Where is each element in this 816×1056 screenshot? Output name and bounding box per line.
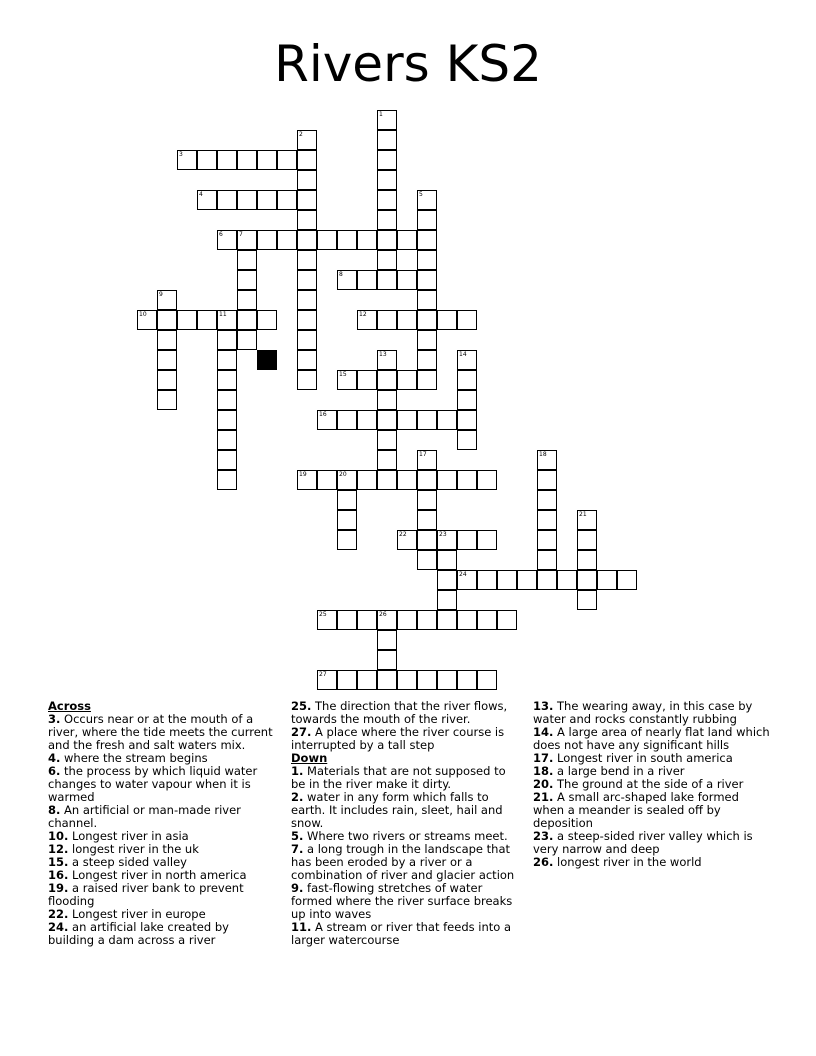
grid-cell[interactable] (397, 670, 417, 690)
grid-cell[interactable] (517, 570, 537, 590)
grid-cell[interactable] (217, 230, 237, 250)
black-square (257, 350, 277, 370)
grid-cell[interactable] (497, 610, 517, 630)
grid-cell[interactable] (537, 510, 557, 530)
grid-cell[interactable] (237, 290, 257, 310)
section-heading: Down (291, 751, 328, 765)
grid-cell[interactable] (377, 630, 397, 650)
grid-cell[interactable] (217, 190, 237, 210)
clue-label: 7. (291, 842, 304, 856)
clue-text: 18. a large bend in a river (533, 764, 685, 778)
grid-cell[interactable] (317, 470, 337, 490)
grid-cell[interactable] (237, 330, 257, 350)
grid-cell[interactable] (217, 310, 237, 330)
grid-cell[interactable] (377, 350, 397, 370)
grid-cell[interactable] (617, 570, 637, 590)
clue-label: 11. (291, 920, 312, 934)
grid-cell[interactable] (257, 230, 277, 250)
grid-cell[interactable] (237, 150, 257, 170)
grid-cell[interactable] (297, 250, 317, 270)
clue-text: 5. Where two rivers or streams meet. (291, 829, 508, 843)
grid-cell[interactable] (417, 190, 437, 210)
grid-cell[interactable] (577, 570, 597, 590)
clue-number: 17 (419, 451, 427, 458)
grid-cell[interactable] (417, 350, 437, 370)
clue-number: 27 (319, 671, 327, 678)
grid-cell[interactable] (357, 230, 377, 250)
grid-cell[interactable] (377, 170, 397, 190)
grid-cell[interactable] (577, 530, 597, 550)
grid-cell[interactable] (457, 310, 477, 330)
clue-label: 6. (48, 764, 61, 778)
grid-cell[interactable] (377, 270, 397, 290)
grid-cell[interactable] (237, 190, 257, 210)
clue-number: 23 (439, 531, 447, 538)
clue-text: 2. water in any form which falls to earth. It includes rain, sleet, hail and snow. (291, 790, 503, 830)
grid-cell[interactable] (417, 530, 437, 550)
grid-cell[interactable] (377, 470, 397, 490)
grid-cell[interactable] (157, 310, 177, 330)
grid-cell[interactable] (437, 570, 457, 590)
grid-cell[interactable] (337, 610, 357, 630)
clue-text: 14. A large area of nearly flat land which does not have any significant hills (533, 725, 770, 752)
clue-number: 14 (459, 351, 467, 358)
grid-cell[interactable] (417, 470, 437, 490)
clue-label: 19. (48, 881, 69, 895)
clue-text: 7. a long trough in the landscape that has been eroded by a river or a combination of river and glacier action (291, 842, 515, 882)
grid-cell[interactable] (337, 470, 357, 490)
grid-cell[interactable] (397, 230, 417, 250)
grid-cell[interactable] (577, 510, 597, 530)
grid-cell[interactable] (157, 350, 177, 370)
clue-text: 23. a steep-sided river valley which is very narrow and deep (533, 829, 753, 856)
grid-cell[interactable] (477, 530, 497, 550)
grid-cell[interactable] (417, 230, 437, 250)
clue-column-2 (291, 700, 519, 947)
grid-cell[interactable] (337, 670, 357, 690)
grid-cell[interactable] (537, 470, 557, 490)
grid-cell[interactable] (237, 250, 257, 270)
grid-cell[interactable] (377, 230, 397, 250)
grid-cell[interactable] (257, 190, 277, 210)
grid-cell[interactable] (417, 670, 437, 690)
clue-label: 8. (48, 803, 61, 817)
clue-label: 25. (291, 699, 312, 713)
grid-cell[interactable] (437, 530, 457, 550)
grid-cell[interactable] (417, 610, 437, 630)
grid-cell[interactable] (317, 230, 337, 250)
clue-label: 12. (48, 842, 69, 856)
section-heading: Across (48, 699, 91, 713)
grid-cell[interactable] (217, 470, 237, 490)
grid-cell[interactable] (417, 510, 437, 530)
grid-cell[interactable] (417, 450, 437, 470)
grid-cell[interactable] (457, 670, 477, 690)
grid-cell[interactable] (297, 130, 317, 150)
clue-label: 27. (291, 725, 312, 739)
grid-cell[interactable] (417, 410, 437, 430)
clue-label: 26. (533, 855, 554, 869)
grid-cell[interactable] (337, 510, 357, 530)
grid-cell[interactable] (377, 310, 397, 330)
clue-number: 26 (379, 611, 387, 618)
clue-label: 16. (48, 868, 69, 882)
clue-number: 6 (219, 231, 223, 238)
grid-cell[interactable] (157, 290, 177, 310)
grid-cell[interactable] (397, 410, 417, 430)
grid-cell[interactable] (217, 390, 237, 410)
grid-cell[interactable] (397, 310, 417, 330)
grid-cell[interactable] (457, 430, 477, 450)
grid-cell[interactable] (377, 410, 397, 430)
clue-label: 23. (533, 829, 554, 843)
grid-cell[interactable] (297, 230, 317, 250)
grid-cell[interactable] (537, 570, 557, 590)
grid-cell[interactable] (537, 450, 557, 470)
grid-cell[interactable] (317, 410, 337, 430)
grid-cell[interactable] (177, 310, 197, 330)
clue-label: 22. (48, 907, 69, 921)
grid-cell[interactable] (217, 330, 237, 350)
grid-cell[interactable] (457, 410, 477, 430)
grid-cell[interactable] (377, 670, 397, 690)
grid-cell[interactable] (297, 270, 317, 290)
grid-cell[interactable] (577, 590, 597, 610)
grid-cell[interactable] (437, 670, 457, 690)
grid-cell[interactable] (217, 410, 237, 430)
grid-cell[interactable] (397, 530, 417, 550)
grid-cell[interactable] (257, 310, 277, 330)
clue-number: 10 (139, 311, 147, 318)
clue-number: 4 (199, 191, 203, 198)
grid-cell[interactable] (317, 670, 337, 690)
grid-cell[interactable] (197, 310, 217, 330)
clue-label: 17. (533, 751, 554, 765)
grid-cell[interactable] (277, 150, 297, 170)
grid-cell[interactable] (457, 370, 477, 390)
grid-cell[interactable] (277, 190, 297, 210)
clue-label: 2. (291, 790, 304, 804)
grid-cell[interactable] (577, 550, 597, 570)
grid-cell[interactable] (277, 230, 297, 250)
grid-cell[interactable] (137, 310, 157, 330)
grid-cell[interactable] (157, 390, 177, 410)
grid-cell[interactable] (257, 150, 277, 170)
grid-cell[interactable] (397, 470, 417, 490)
clue-number: 18 (539, 451, 547, 458)
grid-cell[interactable] (457, 530, 477, 550)
clue-label: 24. (48, 920, 69, 934)
grid-cell[interactable] (297, 350, 317, 370)
grid-cell[interactable] (537, 550, 557, 570)
clue-label: 21. (533, 790, 554, 804)
clue-number: 22 (399, 531, 407, 538)
grid-cell[interactable] (297, 330, 317, 350)
grid-cell[interactable] (377, 430, 397, 450)
grid-cell[interactable] (417, 290, 437, 310)
grid-cell[interactable] (237, 310, 257, 330)
grid-cell[interactable] (537, 530, 557, 550)
grid-cell[interactable] (417, 370, 437, 390)
clue-text: 21. A small arc-shaped lake formed when a meander is sealed off by deposition (533, 790, 739, 830)
puzzle-title: Rivers KS2 (274, 35, 542, 93)
grid-cell[interactable] (297, 210, 317, 230)
grid-cell[interactable] (477, 670, 497, 690)
clue-column-3 (533, 700, 773, 869)
grid-cell[interactable] (377, 150, 397, 170)
grid-cell[interactable] (457, 570, 477, 590)
grid-cell[interactable] (337, 490, 357, 510)
grid-cell[interactable] (537, 490, 557, 510)
grid-cell[interactable] (337, 530, 357, 550)
grid-cell[interactable] (397, 370, 417, 390)
grid-cell[interactable] (297, 290, 317, 310)
grid-cell[interactable] (217, 350, 237, 370)
grid-cell[interactable] (497, 570, 517, 590)
grid-cell[interactable] (377, 130, 397, 150)
grid-cell[interactable] (297, 470, 317, 490)
clue-text: 12. longest river in the uk (48, 842, 199, 856)
clue-label: 20. (533, 777, 554, 791)
clue-number: 8 (339, 271, 343, 278)
clue-number: 20 (339, 471, 347, 478)
clue-text: 17. Longest river in south america (533, 751, 733, 765)
clue-number: 2 (299, 131, 303, 138)
grid-cell[interactable] (337, 230, 357, 250)
grid-cell[interactable] (377, 650, 397, 670)
grid-cell[interactable] (377, 450, 397, 470)
grid-cell[interactable] (437, 310, 457, 330)
grid-cell[interactable] (437, 410, 457, 430)
grid-cell[interactable] (477, 610, 497, 630)
clue-text: 9. fast-flowing stretches of water formed where the river surface breaks up into waves (291, 881, 513, 921)
grid-cell[interactable] (417, 550, 437, 570)
grid-cell[interactable] (217, 150, 237, 170)
grid-cell[interactable] (417, 250, 437, 270)
grid-cell[interactable] (337, 270, 357, 290)
clue-number: 19 (299, 471, 307, 478)
clue-text: 26. longest river in the world (533, 855, 702, 869)
grid-cell[interactable] (297, 190, 317, 210)
clue-number: 5 (419, 191, 423, 198)
grid-cell[interactable] (457, 390, 477, 410)
grid-cell[interactable] (357, 410, 377, 430)
grid-cell[interactable] (357, 670, 377, 690)
clue-number: 24 (459, 571, 467, 578)
clue-number: 12 (359, 311, 367, 318)
clue-text: 10. Longest river in asia (48, 829, 189, 843)
grid-cell[interactable] (397, 270, 417, 290)
grid-cell[interactable] (237, 270, 257, 290)
grid-cell[interactable] (177, 150, 197, 170)
clue-label: 5. (291, 829, 304, 843)
grid-cell[interactable] (337, 370, 357, 390)
clue-number: 15 (339, 371, 347, 378)
clue-label: 15. (48, 855, 69, 869)
grid-cell[interactable] (217, 370, 237, 390)
grid-cell[interactable] (377, 210, 397, 230)
grid-cell[interactable] (297, 170, 317, 190)
clue-text: 11. A stream or river that feeds into a larger watercourse (291, 920, 512, 947)
grid-cell[interactable] (377, 370, 397, 390)
grid-cell[interactable] (377, 390, 397, 410)
grid-cell[interactable] (457, 610, 477, 630)
grid-cell[interactable] (217, 430, 237, 450)
clue-text: 16. Longest river in north america (48, 868, 247, 882)
grid-cell[interactable] (417, 330, 437, 350)
grid-cell[interactable] (197, 190, 217, 210)
grid-cell[interactable] (417, 270, 437, 290)
clue-number: 16 (319, 411, 327, 418)
grid-cell[interactable] (357, 610, 377, 630)
grid-cell[interactable] (477, 570, 497, 590)
grid-cell[interactable] (437, 470, 457, 490)
grid-cell[interactable] (557, 570, 577, 590)
grid-cell[interactable] (377, 250, 397, 270)
clue-text: 3. Occurs near or at the mouth of a river, where the tide meets the current and the fresh and salt waters mix. (48, 712, 273, 752)
grid-cell[interactable] (157, 370, 177, 390)
grid-cell[interactable] (217, 450, 237, 470)
grid-cell[interactable] (437, 610, 457, 630)
clue-text: 4. where the stream begins (48, 751, 208, 765)
clue-text: 13. The wearing away, in this case by water and rocks constantly rubbing (533, 699, 753, 726)
grid-cell[interactable] (377, 110, 397, 130)
grid-cell[interactable] (157, 330, 177, 350)
grid-cell[interactable] (197, 150, 217, 170)
clue-label: 10. (48, 829, 69, 843)
grid-cell[interactable] (477, 470, 497, 490)
clue-label: 3. (48, 712, 61, 726)
clue-text: 22. Longest river in europe (48, 907, 206, 921)
grid-cell[interactable] (357, 310, 377, 330)
grid-cell[interactable] (417, 310, 437, 330)
clue-number: 25 (319, 611, 327, 618)
clue-number: 7 (239, 231, 243, 238)
grid-cell[interactable] (297, 310, 317, 330)
clue-number: 11 (219, 311, 227, 318)
clue-number: 21 (579, 511, 587, 518)
clue-number: 13 (379, 351, 387, 358)
grid-cell[interactable] (377, 610, 397, 630)
grid-cell[interactable] (417, 210, 437, 230)
clue-text: 19. a raised river bank to prevent flooding (48, 881, 244, 908)
grid-cell[interactable] (377, 190, 397, 210)
grid-cell[interactable] (597, 570, 617, 590)
grid-cell[interactable] (297, 150, 317, 170)
clue-text: 25. The direction that the river flows, towards the mouth of the river. (291, 699, 508, 726)
grid-cell[interactable] (417, 490, 437, 510)
clue-label: 13. (533, 699, 554, 713)
clue-label: 14. (533, 725, 554, 739)
grid-cell[interactable] (397, 610, 417, 630)
clue-number: 3 (179, 151, 183, 158)
grid-cell[interactable] (337, 410, 357, 430)
clue-label: 18. (533, 764, 554, 778)
grid-cell[interactable] (457, 470, 477, 490)
grid-cell[interactable] (357, 470, 377, 490)
clue-label: 4. (48, 751, 61, 765)
clue-text: 6. the process by which liquid water changes to water vapour when it is warmed (48, 764, 258, 804)
clue-label: 9. (291, 881, 304, 895)
clue-text: 15. a steep sided valley (48, 855, 187, 869)
grid-cell[interactable] (357, 370, 377, 390)
clue-number: 9 (159, 291, 163, 298)
clue-text: 24. an artificial lake created by building a dam across a river (48, 920, 229, 947)
clue-label: 1. (291, 764, 304, 778)
grid-cell[interactable] (297, 370, 317, 390)
grid-cell[interactable] (317, 610, 337, 630)
grid-cell[interactable] (237, 230, 257, 250)
clue-text: 20. The ground at the side of a river (533, 777, 744, 791)
grid-cell[interactable] (357, 270, 377, 290)
grid-cell[interactable] (457, 350, 477, 370)
grid-cell[interactable] (437, 550, 457, 570)
clue-text: 8. An artificial or man-made river channel. (48, 803, 241, 830)
grid-cell[interactable] (437, 590, 457, 610)
clue-text: 27. A place where the river course is interrupted by a tall step (291, 725, 505, 752)
clue-number: 1 (379, 111, 383, 118)
clue-text: 1. Materials that are not supposed to be in the river make it dirty. (291, 764, 506, 791)
clue-column-1 (48, 700, 276, 947)
